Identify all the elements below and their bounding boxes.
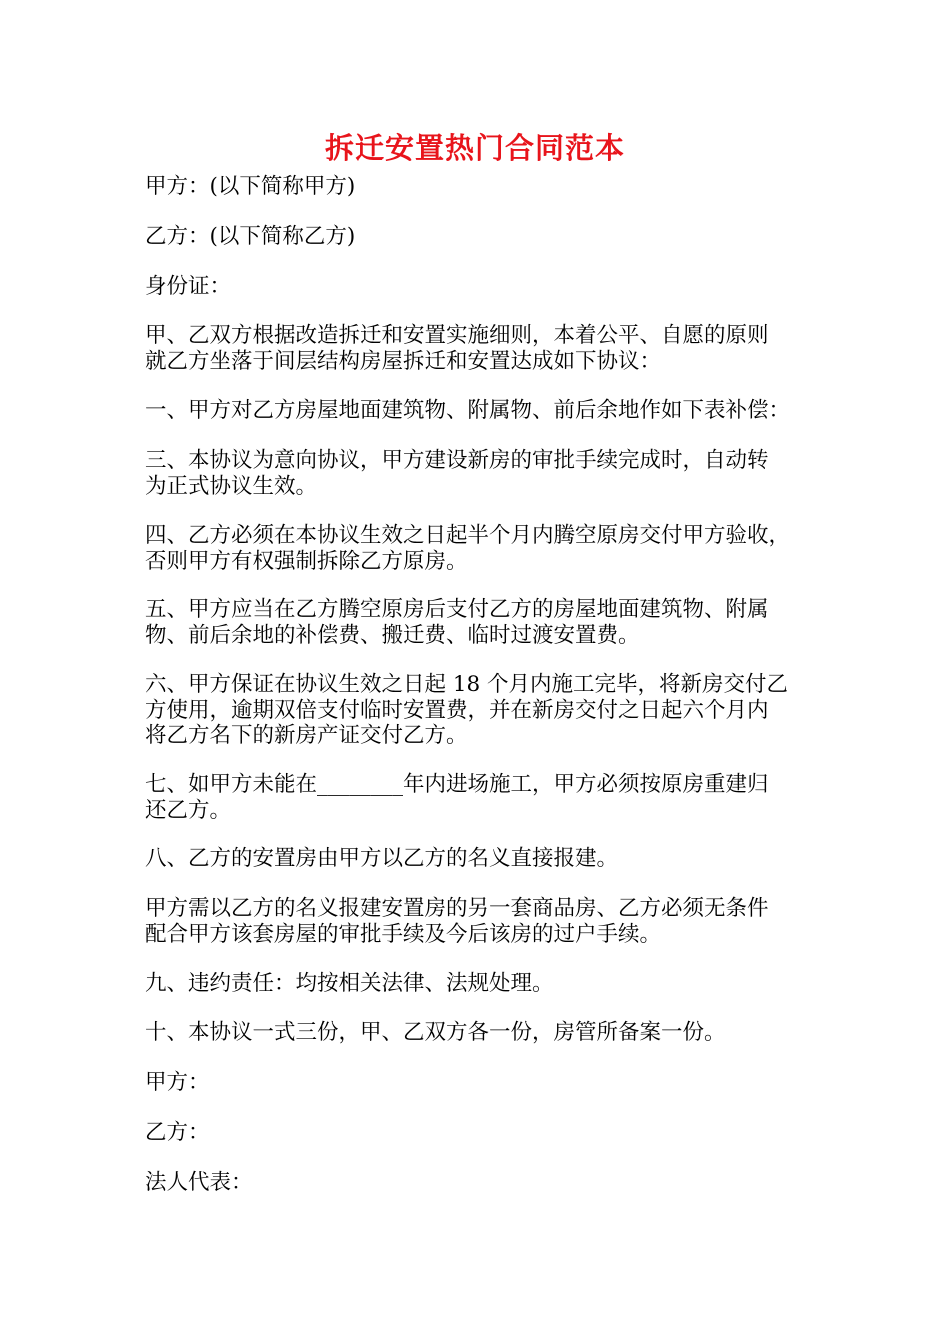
- signature-legal-representative: 法人代表：: [145, 1170, 253, 1195]
- clause-8: 八、乙方的安置房由甲方以乙方的名义直接报建。: [145, 846, 619, 871]
- id-card-line: 身份证：: [145, 274, 232, 299]
- clause-9: 九、违约责任：均按相关法律、法规处理。: [145, 971, 554, 996]
- signature-party-b: 乙方：: [145, 1120, 210, 1145]
- clause-8-supplement: 甲方需以乙方的名义报建安置房的另一套商品房、乙方必须无条件 配合甲方该套房屋的审批手续及今后该房的过户手续。: [145, 896, 769, 947]
- clause-5: 五、甲方应当在乙方腾空原房后支付乙方的房屋地面建筑物、附属 物、前后余地的补偿费、搬迁费、临时过渡安置费。: [145, 597, 769, 648]
- party-b-line: 乙方：(以下简称乙方): [145, 224, 356, 249]
- document-title: 拆迁安置热门合同范本: [324, 131, 625, 165]
- signature-party-a: 甲方：: [145, 1070, 210, 1095]
- clause-1: 一、甲方对乙方房屋地面建筑物、附属物、前后余地作如下表补偿：: [145, 398, 791, 423]
- clause-4: 四、乙方必须在本协议生效之日起半个月内腾空原房交付甲方验收， 否则甲方有权强制拆除乙方原房。: [145, 523, 791, 574]
- party-a-line: 甲方：(以下简称甲方): [145, 174, 356, 199]
- clause-10: 十、本协议一式三份，甲、乙双方各一份，房管所备案一份。: [145, 1020, 726, 1045]
- clause-6: 六、甲方保证在协议生效之日起 18 个月内施工完毕，将新房交付乙 方使用，逾期双倍支付临时安置费，并在新房交付之日起六个月内 将乙方名下的新房产证交付乙方。: [145, 672, 789, 748]
- clause-7: 七、如甲方未能在________年内进场施工，甲方必须按原房重建归 还乙方。: [145, 772, 769, 823]
- preamble-paragraph: 甲、乙双方根据改造拆迁和安置实施细则，本着公平、自愿的原则 就乙方坐落于间层结构房屋拆迁和安置达成如下协议：: [145, 323, 769, 374]
- clause-3: 三、本协议为意向协议，甲方建设新房的审批手续完成时，自动转 为正式协议生效。: [145, 448, 769, 499]
